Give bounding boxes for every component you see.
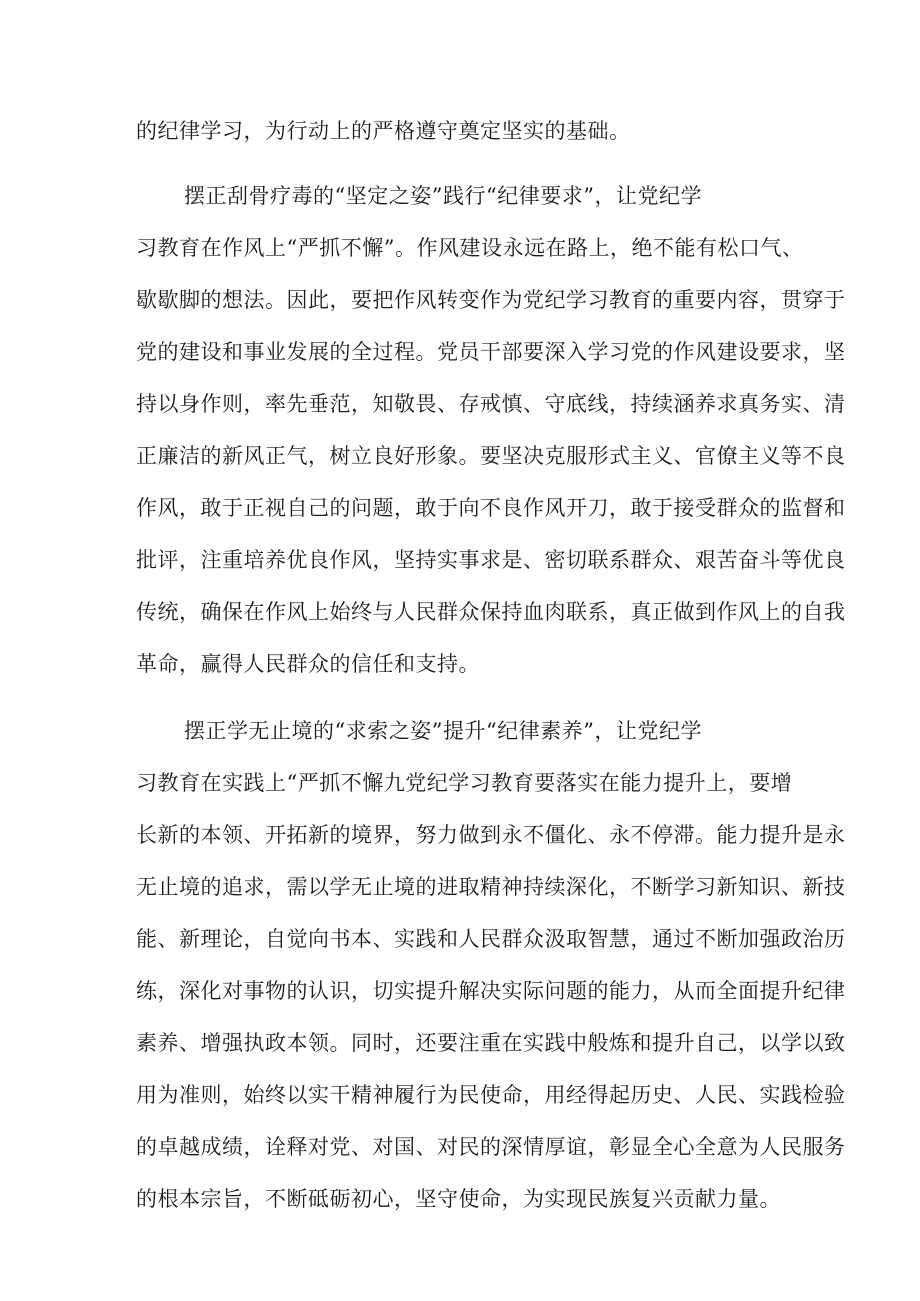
text-line: 的卓越成绩，诠释对党、对国、对民的深情厚谊，彰显全心全意为人民服务	[136, 1135, 846, 1159]
text-line: 歇歇脚的想法。因此，要把作风转变作为党纪学习教育的重要内容，贯穿于	[136, 288, 846, 312]
text-line: 习教育在作风上“严抓不懈”。作风建设永远在路上，绝不能有松口气、	[136, 236, 804, 260]
text-line: 练，深化对事物的认识，切实提升解决实际问题的能力，从而全面提升纪律	[136, 979, 846, 1003]
text-line: 素养、增强执政本领。同时，还要注重在实践中般炼和提升自己，以学以致	[136, 1031, 846, 1055]
text-line: 摆正学无止境的“求索之姿”提升“纪律素养”，让党纪学	[184, 719, 702, 743]
text-line: 正廉洁的新风正气，树立良好形象。要坚决克服形式主义、官僚主义等不良	[136, 444, 846, 468]
text-line: 的纪律学习，为行动上的严格遵守奠定坚实的基础。	[136, 119, 631, 143]
text-line: 长新的本领、开拓新的境界，努力做到永不僵化、永不停滞。能力提升是永	[136, 823, 846, 847]
text-line: 无止境的追求，需以学无止境的进取精神持续深化，不断学习新知识、新技	[136, 875, 846, 899]
text-line: 作风，敢于正视自己的问题，敢于向不良作风开刀，敢于接受群众的监督和	[136, 496, 846, 520]
text-line: 持以身作则，率先垂范，知敬畏、存戒慎、守底线，持续涵养求真务实、清	[136, 392, 846, 416]
text-line: 摆正刮骨疗毒的“坚定之姿”践行“纪律要求”，让党纪学	[184, 184, 702, 208]
text-line: 的根本宗旨，不断砥砺初心，坚守使命，为实现民族复兴贡献力量。	[136, 1187, 781, 1211]
text-line: 党的建设和事业发展的全过程。党员干部要深入学习党的作风建设要求，坚	[136, 340, 846, 364]
text-line: 用为准则，始终以实干精神履行为民使命，用经得起历史、人民、实践检验	[136, 1083, 846, 1107]
text-line: 批评，注重培养优良作风，坚持实事求是、密切联系群众、艰苦奋斗等优良	[136, 548, 846, 572]
text-line: 革命，赢得人民群众的信任和支持。	[136, 652, 480, 676]
text-line: 习教育在实践上“严抓不懈九党纪学习教育要落实在能力提升上，要增	[136, 771, 793, 795]
text-line: 能、新理论，自觉向书本、实践和人民群众汲取智慧，通过不断加强政治历	[136, 927, 846, 951]
text-line: 传统，确保在作风上始终与人民群众保持血肉联系，真正做到作风上的自我	[136, 600, 846, 624]
